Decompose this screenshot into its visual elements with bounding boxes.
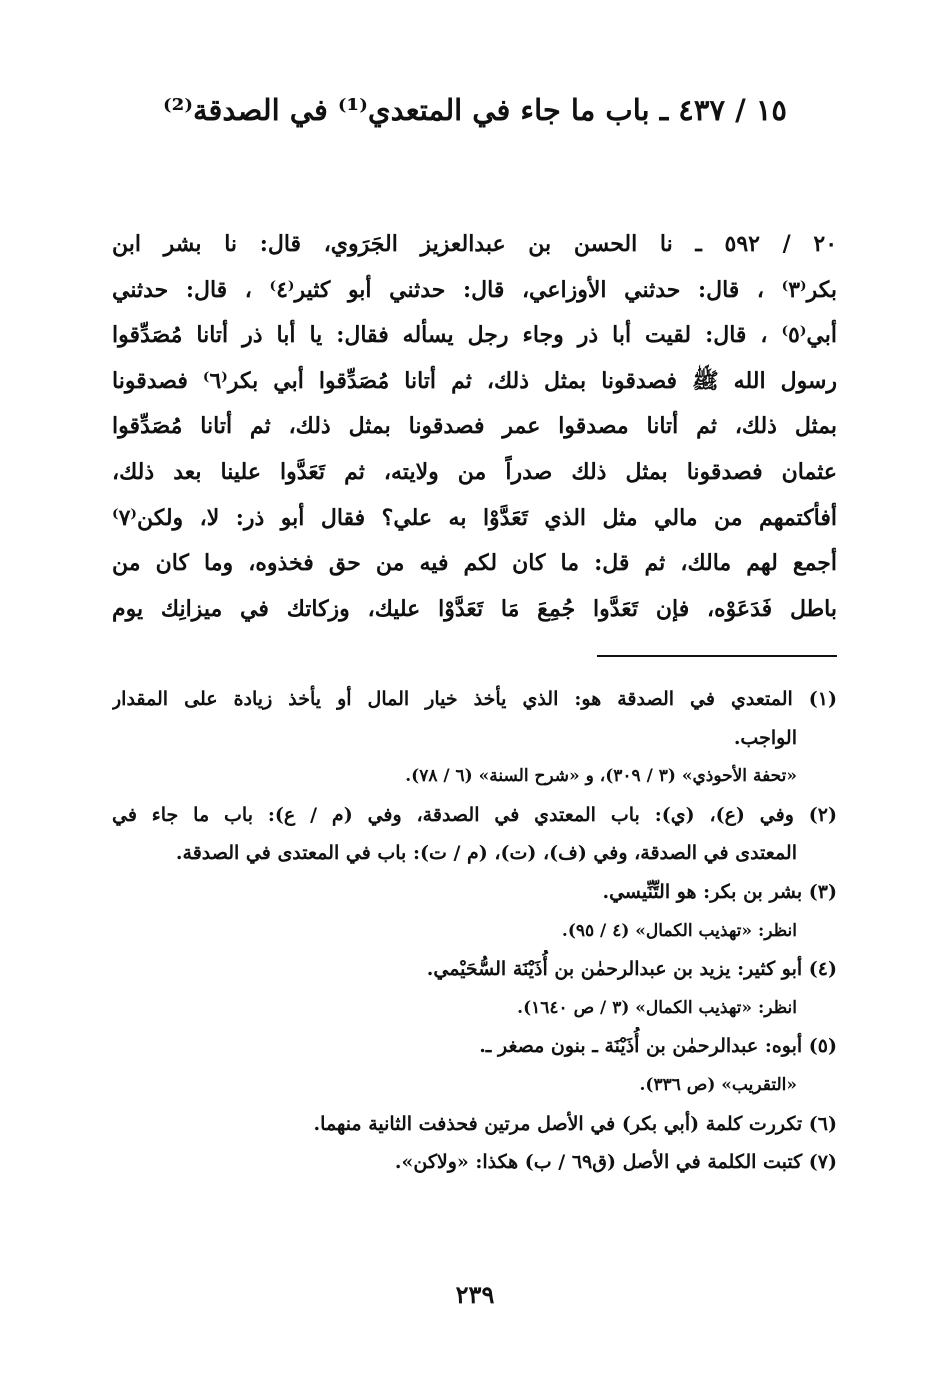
footnote-separator: [597, 655, 837, 657]
footnote-line: (٢) وفي (ع)، (ي): باب المعتدي في الصدقة، وفي (م / ع): باب ما جاء في: [112, 803, 837, 826]
body-line: أفأكتمهم من مالي مثل الذي تَعَدَّوْا به علي؟ فقال أبو ذر: لا، ولكن⁽٧⁾: [112, 504, 837, 531]
footnote-line: (٥) أبوه: عبدالرحمٰن بن أُذَيْنَة ـ بنون مصغر ـ.: [479, 1035, 837, 1058]
footnote-line: «تحفة الأحوذي» (٣ / ٣٠٩)، و «شرح السنة» (٦ / ٧٨).: [405, 766, 797, 787]
body-line: أبي⁽٥⁾ ، قال: لقيت أبا ذر وجاء رجل يسأله فقال: يا أبا ذر أتانا مُصَدِّقوا: [112, 322, 837, 349]
footnote-line: (١) المتعدي في الصدقة هو: الذي يأخذ خيار المال أو يأخذ زيادة على المقدار: [112, 688, 837, 710]
body-line: باطل فَدَعَوْه، فإن تَعَدَّوا جُمِعَ مَا تَعَدَّوْا عليك، وزكاتك في ميزانِك يوم: [112, 595, 837, 622]
body-line: عثمان فصدقونا بمثل ذلك صدراً من ولايته، ثم تَعَدَّوا علينا بعد ذلك،: [112, 458, 837, 485]
body-line: ٢٠ / ٥٩٢ ـ نا الحسن بن عبدالعزيز الجَرَوي، قال: نا بشر ابن: [112, 231, 837, 257]
footnote-line: (٤) أبو كثير: يزيد بن عبدالرحمٰن بن أُذَيْنَة السُّحَيْمي.: [426, 958, 837, 981]
footnote-line: (٧) كتبت الكلمة في الأصل (ق٦٩ / ب) هكذا: «ولاكن».: [394, 1151, 837, 1174]
footnote-line: (٣) بشر بن بكر: هو التِّنِّيسي.: [602, 880, 837, 903]
body-line: بمثل ذلك، ثم أتانا مصدقوا عمر فصدقونا بمثل ذلك، ثم أتانا مُصَدِّقوا: [112, 413, 837, 440]
hadith-body: [112, 222, 837, 632]
chapter-title: ١٥ / ٤٣٧ ـ باب ما جاء في المتعدي⁽¹⁾ في الصدقة⁽²⁾: [163, 93, 787, 127]
body-line: رسول الله ﷺ فصدقونا بمثل ذلك، ثم أتانا مُصَدِّقوا أبي بكر⁽٦⁾ فصدقونا: [112, 367, 837, 394]
footnote-line: الواجب.: [733, 726, 797, 749]
footnote-line: انظر: «تهذيب الكمال» (٤ / ٩٥).: [561, 920, 797, 941]
footnote-line: (٦) تكررت كلمة (أبي بكر) في الأصل مرتين فحذفت الثانية منهما.: [313, 1112, 837, 1135]
footnote-line: انظر: «تهذيب الكمال» (٣ / ص ١٦٤٠).: [517, 997, 797, 1018]
footnote-line: المعتدى في الصدقة، وفي (ف)، (ت)، (م / ت): باب في المعتدى في الصدقة.: [175, 842, 797, 865]
page-number: ٢٣٩: [455, 1280, 495, 1309]
body-line: أجمع لهم مالك، ثم قل: ما كان لكم فيه من حق فخذوه، وما كان من: [112, 550, 837, 577]
footnote-line: «التقريب» (ص ٣٣٦).: [639, 1074, 797, 1095]
body-line: بكر⁽٣⁾ ، قال: حدثني الأوزاعي، قال: حدثني أبو كثير⁽٤⁾ ، قال: حدثني: [112, 276, 837, 303]
footnotes-section: [112, 680, 837, 1182]
